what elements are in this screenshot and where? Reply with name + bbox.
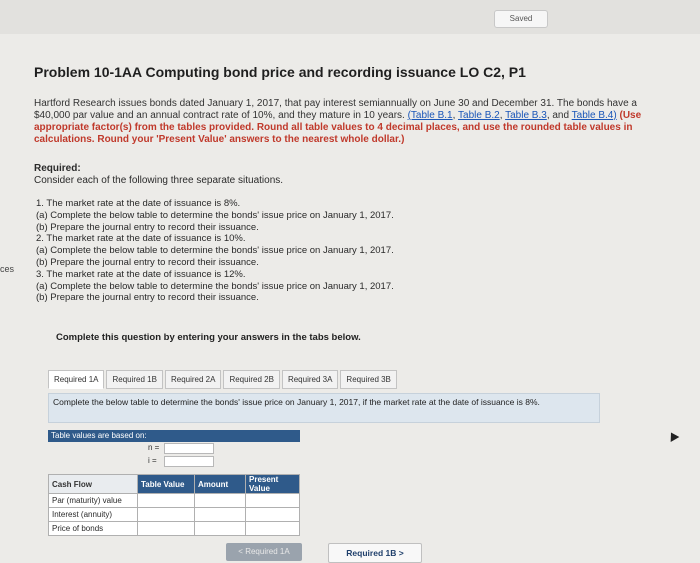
situation-1: 1. The market rate at the date of issuance is 8%. (36, 198, 241, 209)
situation-3a: (a) Complete the below table to determine the bonds' issue price on January 1, 2017. (36, 280, 394, 292)
situations-list (36, 198, 486, 304)
saved-status-badge: Saved (494, 10, 548, 28)
tab-required-1a[interactable]: Required 1A (48, 370, 104, 389)
interest-amount-input[interactable] (195, 508, 246, 522)
n-label: n = (148, 443, 160, 452)
table-b4-link[interactable]: Table B.4) (571, 110, 617, 121)
next-label: Required 1B (346, 548, 397, 558)
left-edge-fragment: ces (0, 264, 15, 274)
situation-3b: (b) Prepare the journal entry to record their issuance. (36, 292, 259, 304)
interest-present-value-input[interactable] (246, 508, 300, 522)
row-label-price: Price of bonds (49, 522, 138, 536)
tab-required-1b[interactable]: Required 1B (106, 370, 162, 389)
tab-required-2b[interactable]: Required 2B (223, 370, 279, 389)
prev-label: Required 1A (245, 547, 290, 556)
problem-title: Problem 10-1AA Computing bond price and recording issuance LO C2, P1 (34, 64, 526, 80)
tab-required-3a[interactable]: Required 3A (282, 370, 338, 389)
table-row (49, 522, 300, 536)
tab-required-3b[interactable]: Required 3B (340, 370, 396, 389)
next-required-button[interactable]: Required 1B > (328, 543, 422, 563)
intro-text: Hartford Research issues bonds dated January 1, 2017, that pay interest semiannually on June 30 and December 31. The bonds have a $40,000 par value and an annual contract rate of 10%, and they mature in 10 years. (34, 98, 637, 121)
i-label: i = (148, 456, 157, 465)
price-amount-cell (195, 522, 246, 536)
table-row (49, 494, 300, 508)
present-value-table (48, 474, 300, 536)
n-row (48, 443, 300, 454)
required-description: Consider each of the following three separate situations. (34, 175, 284, 186)
interest-table-value-input[interactable] (138, 508, 195, 522)
col-present-value: Present Value (246, 475, 300, 494)
par-amount-input[interactable] (195, 494, 246, 508)
table-b2-link[interactable]: Table B.2 (458, 110, 500, 121)
situation-2a: (a) Complete the below table to determine the bonds' issue price on January 1, 2017. (36, 245, 394, 257)
tab-required-2a[interactable]: Required 2A (165, 370, 221, 389)
par-present-value-input[interactable] (246, 494, 300, 508)
mouse-cursor-icon (667, 430, 680, 442)
table-b3-link[interactable]: Table B.3 (505, 110, 547, 121)
situation-1b: (b) Prepare the journal entry to record their issuance. (36, 221, 259, 233)
table-b1-link[interactable]: (Table B.1 (407, 110, 453, 121)
requirement-tabs (48, 370, 399, 389)
previous-required-button[interactable]: < Required 1A (226, 543, 302, 561)
situation-2b: (b) Prepare the journal entry to record their issuance. (36, 256, 259, 268)
tabs-instruction: Complete this question by entering your answers in the tabs below. (56, 332, 361, 343)
rounding-instructions: (Use appropriate factor(s) from the tables provided. Round all table values to 4 decimal places, and use the rounded table values in calculations. Round your 'Present Value' answers to the nearest whole dollar.) (34, 110, 642, 145)
i-row (48, 456, 300, 467)
n-input[interactable] (164, 443, 214, 454)
situation-3: 3. The market rate at the date of issuance is 12%. (36, 268, 246, 280)
and-text: and (552, 110, 570, 121)
price-present-value-input[interactable] (246, 522, 300, 536)
col-amount: Amount (195, 475, 246, 494)
row-label-par: Par (maturity) value (49, 494, 138, 508)
tab-instruction: Complete the below table to determine the bonds' issue price on January 1, 2017, if the market rate at the date of issuance is 8%. (48, 393, 600, 423)
situation-1a: (a) Complete the below table to determine the bonds' issue price on January 1, 2017. (36, 209, 394, 221)
situation-2: 2. The market rate at the date of issuance is 10%. (36, 233, 246, 245)
i-input[interactable] (164, 456, 214, 467)
table-row (49, 508, 300, 522)
table-header-row (49, 475, 300, 494)
table-values-header: Table values are based on: (48, 430, 300, 442)
row-label-interest: Interest (annuity) (49, 508, 138, 522)
problem-intro: Hartford Research issues bonds dated January 1, 2017, that pay interest semiannually on June 30 and December 31. The bonds have a $40,000 par value and an annual contract rate of 10%, and they mature in 10 years. (Table B.1, Table B.2, Table B.3, and Table B.4) (Use appropriate factor(s) from the tables provided. Round all table values to 4 decimal places, and use the rounded table values in calculations. Round your 'Present Value' answers to the nearest whole dollar.) (34, 98, 642, 145)
col-table-value: Table Value (138, 475, 195, 494)
price-table-value-cell (138, 522, 195, 536)
par-table-value-input[interactable] (138, 494, 195, 508)
top-bar (0, 0, 700, 34)
col-cash-flow: Cash Flow (49, 475, 138, 494)
required-heading: Required: (34, 163, 81, 174)
